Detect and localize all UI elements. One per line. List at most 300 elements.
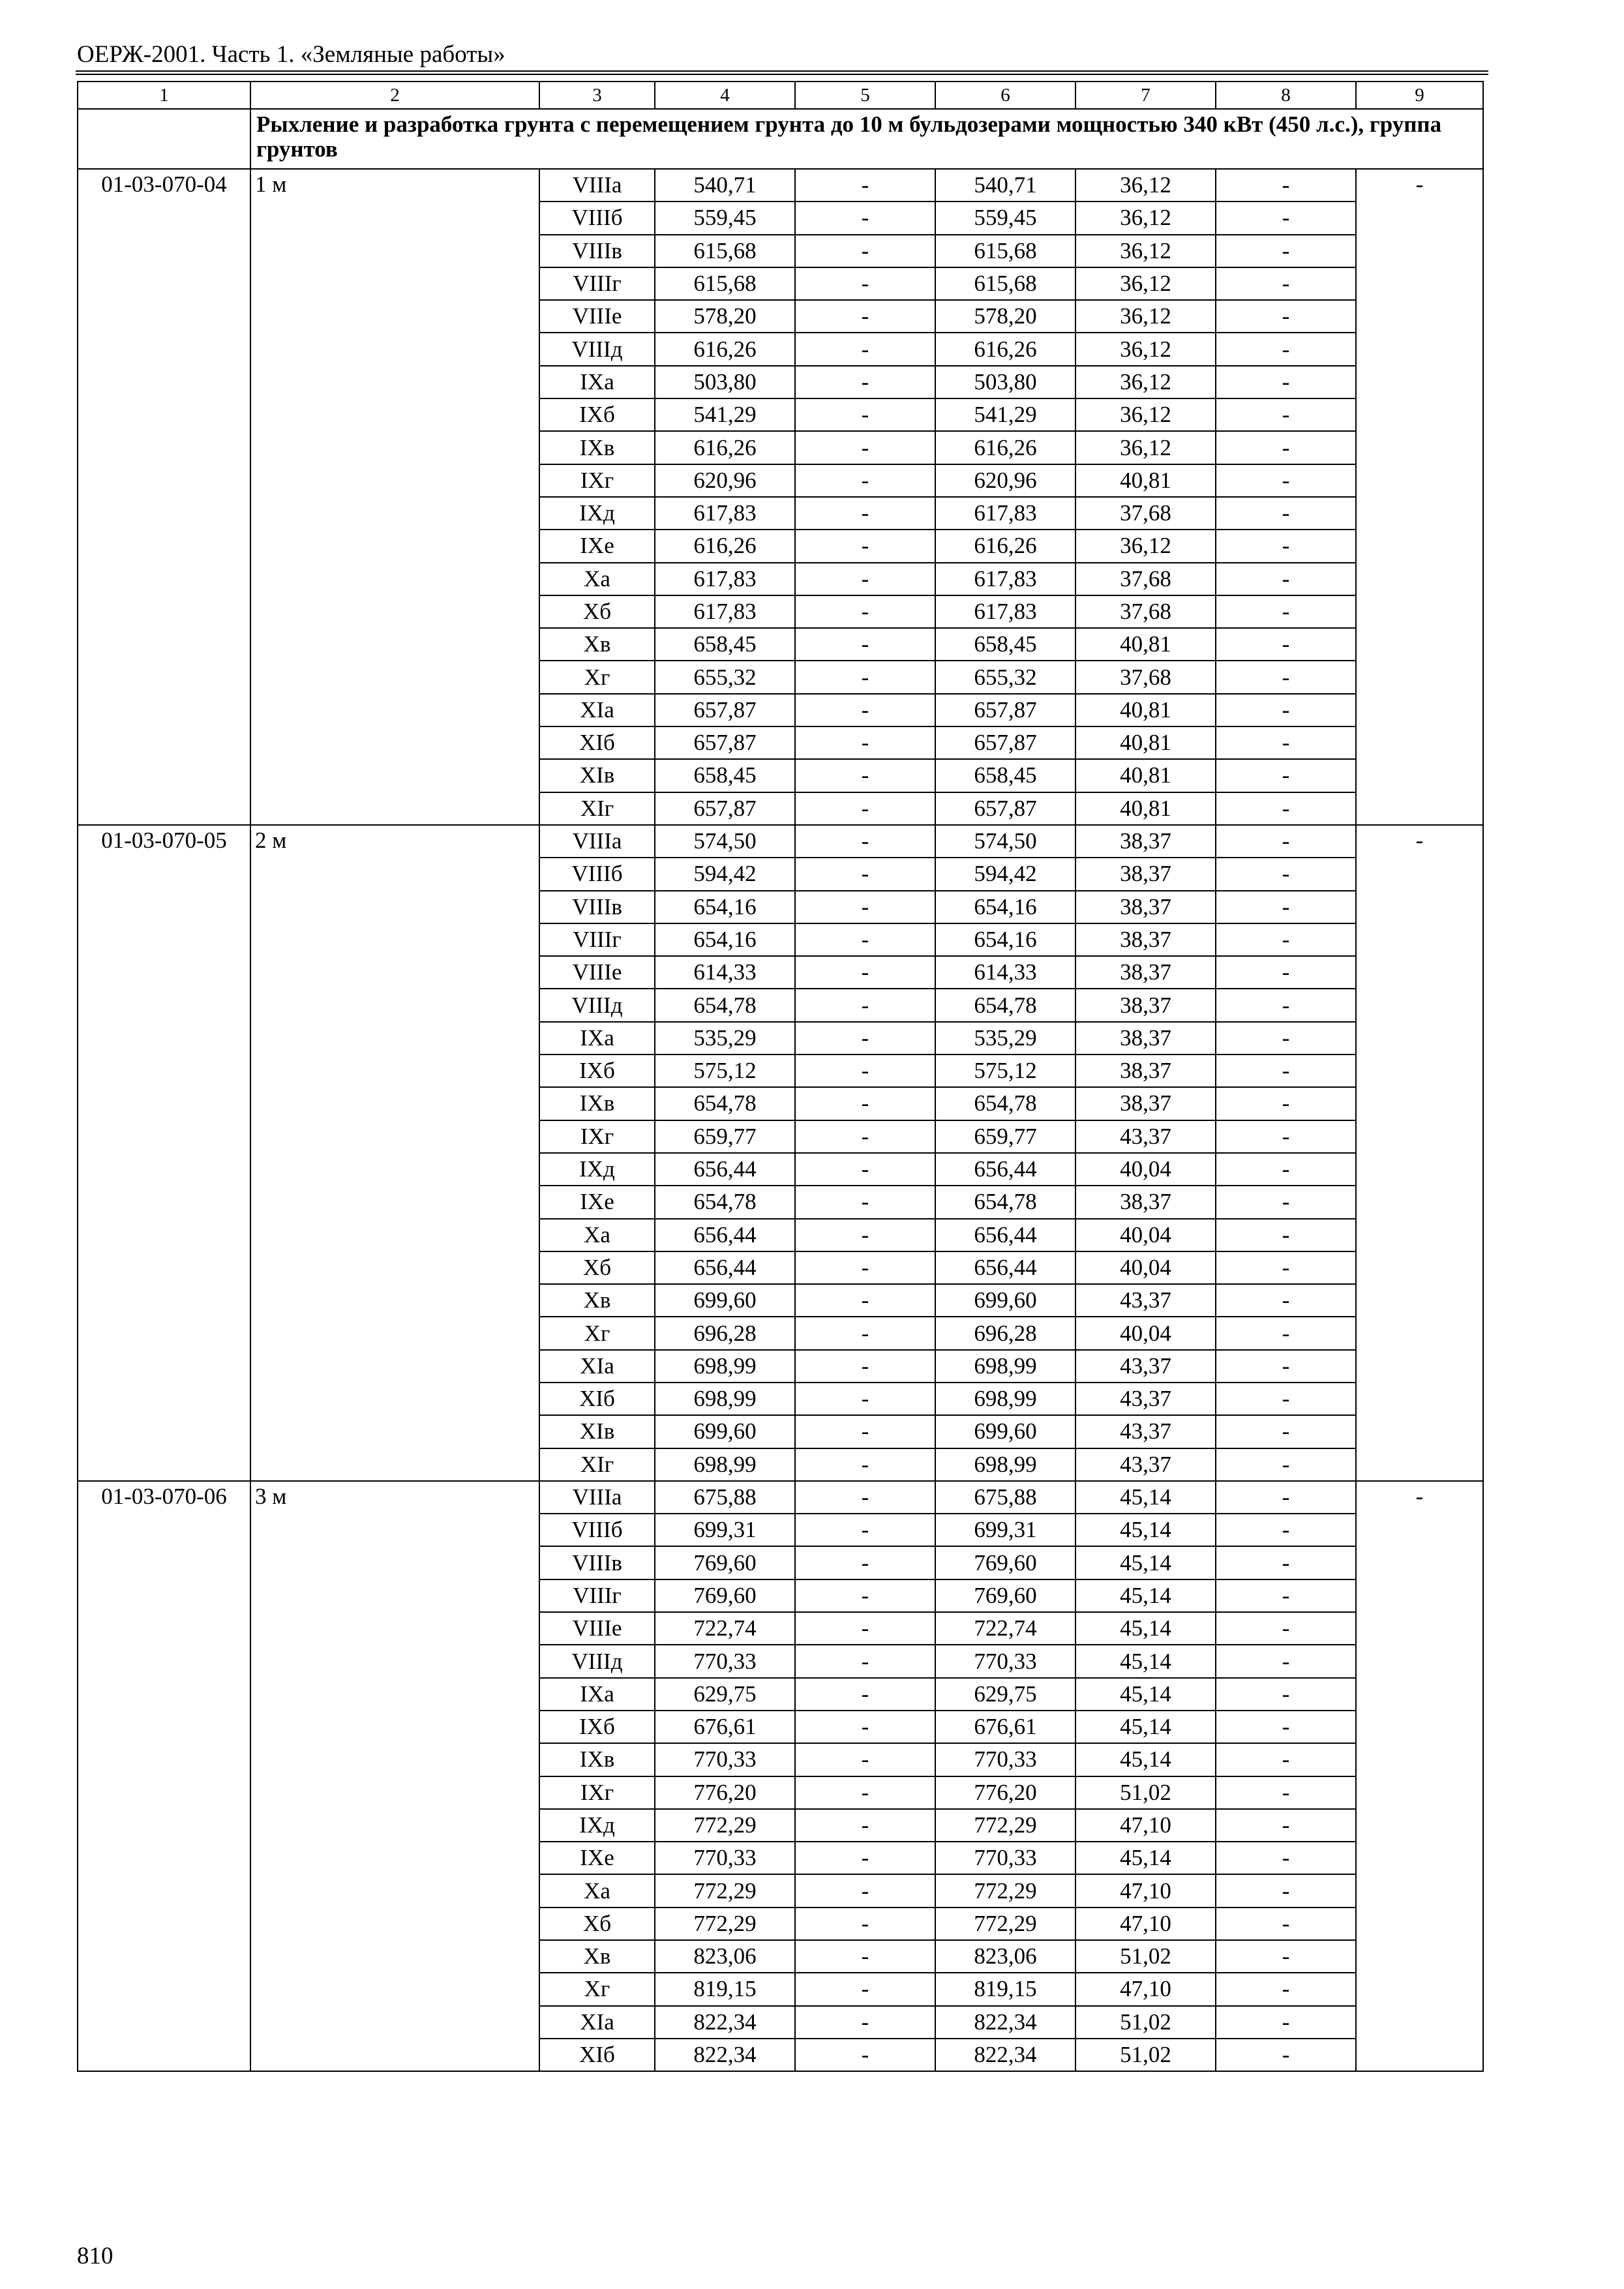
machine-cost-cell: 535,29 [935,1022,1075,1055]
total-cost-cell: 615,68 [655,235,795,267]
materials-cell: - [1216,1317,1356,1349]
soil-group-cell: VIIIе [539,1612,655,1645]
section-title-row [78,109,1483,169]
operator-wages-cell: 40,04 [1075,1317,1216,1349]
operator-wages-cell: 43,37 [1075,1284,1216,1317]
rate-code: 01-03-070-05 [78,825,250,1481]
soil-group-cell: XIб [539,726,655,759]
soil-group-cell: IXб [539,398,655,431]
soil-group-cell: VIIIв [539,891,655,923]
materials-cell: - [1216,235,1356,267]
soil-group-cell: IXе [539,530,655,562]
machine-cost-cell: 614,33 [935,956,1075,989]
operator-wages-cell: 45,14 [1075,1711,1216,1743]
column-number: 4 [655,82,795,109]
materials-cell: - [1216,333,1356,365]
total-cost-cell: 657,87 [655,726,795,759]
wages-cell: - [795,1186,935,1218]
wages-cell: - [795,726,935,759]
total-cost-cell: 676,61 [655,1711,795,1743]
wages-cell: - [795,1251,935,1284]
machine-cost-cell: 617,83 [935,595,1075,628]
soil-group-cell: Xг [539,1317,655,1349]
total-cost-cell: 541,29 [655,398,795,431]
soil-group-cell: VIIIа [539,825,655,858]
wages-cell: - [795,333,935,365]
soil-group-cell: IXе [539,1842,655,1874]
materials-cell: - [1216,497,1356,530]
wages-cell: - [795,825,935,858]
operator-wages-cell: 36,12 [1075,431,1216,464]
total-cost-cell: 769,60 [655,1579,795,1612]
total-cost-cell: 655,32 [655,661,795,693]
total-cost-cell: 658,45 [655,628,795,661]
machine-cost-cell: 620,96 [935,464,1075,497]
wages-cell: - [795,1219,935,1251]
wages-cell: - [795,1940,935,1973]
column-9-cell: - [1356,169,1483,825]
materials-cell: - [1216,202,1356,234]
materials-cell: - [1216,1908,1356,1940]
materials-cell: - [1216,267,1356,300]
operator-wages-cell: 47,10 [1075,1908,1216,1940]
materials-cell: - [1216,759,1356,792]
materials-cell: - [1216,1153,1356,1186]
soil-group-cell: XIа [539,694,655,726]
operator-wages-cell: 37,68 [1075,661,1216,693]
rate-description: 1 м [250,169,539,825]
machine-cost-cell: 659,77 [935,1120,1075,1153]
soil-group-cell: IXд [539,1153,655,1186]
operator-wages-cell: 45,14 [1075,1743,1216,1776]
total-cost-cell: 540,71 [655,169,795,202]
column-number: 6 [935,82,1075,109]
total-cost-cell: 770,33 [655,1645,795,1677]
total-cost-cell: 657,87 [655,694,795,726]
operator-wages-cell: 36,12 [1075,300,1216,333]
soil-group-cell: Xб [539,595,655,628]
machine-cost-cell: 615,68 [935,267,1075,300]
wages-cell: - [795,661,935,693]
column-number: 3 [539,82,655,109]
soil-group-cell: VIIIб [539,858,655,890]
machine-cost-cell: 772,29 [935,1809,1075,1842]
machine-cost-cell: 769,60 [935,1579,1075,1612]
total-cost-cell: 699,60 [655,1415,795,1448]
wages-cell: - [795,792,935,825]
materials-cell: - [1216,1940,1356,1973]
wages-cell: - [795,1809,935,1842]
wages-cell: - [795,431,935,464]
machine-cost-cell: 675,88 [935,1481,1075,1514]
operator-wages-cell: 51,02 [1075,2039,1216,2071]
total-cost-cell: 772,29 [655,1874,795,1907]
soil-group-cell: VIIIа [539,169,655,202]
wages-cell: - [795,891,935,923]
operator-wages-cell: 38,37 [1075,1186,1216,1218]
column-number: 5 [795,82,935,109]
operator-wages-cell: 36,12 [1075,366,1216,398]
materials-cell: - [1216,2039,1356,2071]
soil-group-cell: XIб [539,1383,655,1415]
wages-cell: - [795,1908,935,1940]
wages-cell: - [795,497,935,530]
wages-cell: - [795,1776,935,1809]
machine-cost-cell: 769,60 [935,1546,1075,1579]
wages-cell: - [795,956,935,989]
operator-wages-cell: 40,81 [1075,464,1216,497]
operator-wages-cell: 45,14 [1075,1678,1216,1711]
operator-wages-cell: 38,37 [1075,891,1216,923]
operator-wages-cell: 36,12 [1075,169,1216,202]
soil-group-cell: VIIIв [539,235,655,267]
total-cost-cell: 575,12 [655,1055,795,1087]
materials-cell: - [1216,989,1356,1021]
soil-group-cell: VIIIд [539,333,655,365]
machine-cost-cell: 617,83 [935,497,1075,530]
materials-cell: - [1216,792,1356,825]
machine-cost-cell: 658,45 [935,759,1075,792]
wages-cell: - [795,398,935,431]
operator-wages-cell: 36,12 [1075,530,1216,562]
soil-group-cell: VIIIд [539,989,655,1021]
wages-cell: - [795,694,935,726]
total-cost-cell: 819,15 [655,1973,795,2005]
wages-cell: - [795,759,935,792]
operator-wages-cell: 45,14 [1075,1546,1216,1579]
soil-group-cell: Xб [539,1251,655,1284]
wages-cell: - [795,1842,935,1874]
machine-cost-cell: 776,20 [935,1776,1075,1809]
soil-group-cell: IXа [539,1678,655,1711]
soil-group-cell: IXа [539,366,655,398]
operator-wages-cell: 51,02 [1075,2006,1216,2039]
machine-cost-cell: 699,60 [935,1415,1075,1448]
soil-group-cell: IXв [539,1743,655,1776]
machine-cost-cell: 654,78 [935,989,1075,1021]
total-cost-cell: 698,99 [655,1350,795,1383]
machine-cost-cell: 657,87 [935,694,1075,726]
wages-cell: - [795,1678,935,1711]
wages-cell: - [795,1481,935,1514]
column-number: 2 [250,82,539,109]
operator-wages-cell: 47,10 [1075,1874,1216,1907]
column-9-cell: - [1356,1481,1483,2071]
total-cost-cell: 722,74 [655,1612,795,1645]
materials-cell: - [1216,1645,1356,1677]
machine-cost-cell: 575,12 [935,1055,1075,1087]
machine-cost-cell: 722,74 [935,1612,1075,1645]
total-cost-cell: 657,87 [655,792,795,825]
total-cost-cell: 656,44 [655,1219,795,1251]
total-cost-cell: 559,45 [655,202,795,234]
operator-wages-cell: 38,37 [1075,956,1216,989]
total-cost-cell: 658,45 [655,759,795,792]
total-cost-cell: 769,60 [655,1546,795,1579]
machine-cost-cell: 699,60 [935,1284,1075,1317]
materials-cell: - [1216,825,1356,858]
soil-group-cell: IXг [539,1776,655,1809]
soil-group-cell: VIIIе [539,300,655,333]
wages-cell: - [795,366,935,398]
total-cost-cell: 620,96 [655,464,795,497]
machine-cost-cell: 616,26 [935,431,1075,464]
total-cost-cell: 617,83 [655,595,795,628]
column-number: 8 [1216,82,1356,109]
operator-wages-cell: 45,14 [1075,1612,1216,1645]
materials-cell: - [1216,1711,1356,1743]
materials-cell: - [1216,1874,1356,1907]
soil-group-cell: XIа [539,2006,655,2039]
operator-wages-cell: 40,81 [1075,694,1216,726]
header-rule-double [76,74,1488,75]
materials-cell: - [1216,1973,1356,2005]
operator-wages-cell: 45,14 [1075,1514,1216,1546]
operator-wages-cell: 36,12 [1075,267,1216,300]
machine-cost-cell: 656,44 [935,1153,1075,1186]
materials-cell: - [1216,1481,1356,1514]
wages-cell: - [795,1973,935,2005]
column-number: 7 [1075,82,1216,109]
operator-wages-cell: 37,68 [1075,563,1216,595]
operator-wages-cell: 51,02 [1075,1940,1216,1973]
wages-cell: - [795,235,935,267]
soil-group-cell: IXг [539,464,655,497]
materials-cell: - [1216,891,1356,923]
materials-cell: - [1216,1612,1356,1645]
soil-group-cell: Xв [539,1940,655,1973]
materials-cell: - [1216,1284,1356,1317]
total-cost-cell: 616,26 [655,333,795,365]
operator-wages-cell: 45,14 [1075,1645,1216,1677]
machine-cost-cell: 657,87 [935,792,1075,825]
operator-wages-cell: 40,81 [1075,726,1216,759]
total-cost-cell: 616,26 [655,530,795,562]
soil-group-cell: IXв [539,1087,655,1120]
machine-cost-cell: 657,87 [935,726,1075,759]
column-9-cell: - [1356,825,1483,1481]
machine-cost-cell: 559,45 [935,202,1075,234]
operator-wages-cell: 40,81 [1075,759,1216,792]
wages-cell: - [795,1645,935,1677]
machine-cost-cell: 503,80 [935,366,1075,398]
soil-group-cell: VIIIд [539,1645,655,1677]
operator-wages-cell: 40,04 [1075,1251,1216,1284]
column-number: 1 [78,82,250,109]
materials-cell: - [1216,1087,1356,1120]
soil-group-cell: Xа [539,1219,655,1251]
soil-group-cell: Xа [539,1874,655,1907]
wages-cell: - [795,169,935,202]
operator-wages-cell: 43,37 [1075,1120,1216,1153]
total-cost-cell: 770,33 [655,1743,795,1776]
wages-cell: - [795,267,935,300]
materials-cell: - [1216,169,1356,202]
materials-cell: - [1216,431,1356,464]
materials-cell: - [1216,1022,1356,1055]
materials-cell: - [1216,956,1356,989]
machine-cost-cell: 770,33 [935,1645,1075,1677]
materials-cell: - [1216,1219,1356,1251]
machine-cost-cell: 615,68 [935,235,1075,267]
soil-group-cell: IXа [539,1022,655,1055]
materials-cell: - [1216,1251,1356,1284]
total-cost-cell: 574,50 [655,825,795,858]
total-cost-cell: 614,33 [655,956,795,989]
header-rule [76,70,1488,72]
wages-cell: - [795,1317,935,1349]
operator-wages-cell: 38,37 [1075,858,1216,890]
materials-cell: - [1216,366,1356,398]
wages-cell: - [795,1448,935,1481]
soil-group-cell: Xб [539,1908,655,1940]
total-cost-cell: 698,99 [655,1448,795,1481]
soil-group-cell: XIв [539,1415,655,1448]
wages-cell: - [795,202,935,234]
total-cost-cell: 699,60 [655,1284,795,1317]
total-cost-cell: 629,75 [655,1678,795,1711]
wages-cell: - [795,1612,935,1645]
wages-cell: - [795,2006,935,2039]
machine-cost-cell: 654,16 [935,891,1075,923]
operator-wages-cell: 36,12 [1075,235,1216,267]
operator-wages-cell: 38,37 [1075,923,1216,956]
materials-cell: - [1216,1120,1356,1153]
materials-cell: - [1216,1186,1356,1218]
operator-wages-cell: 37,68 [1075,595,1216,628]
operator-wages-cell: 40,81 [1075,792,1216,825]
operator-wages-cell: 45,14 [1075,1579,1216,1612]
rate-code: 01-03-070-06 [78,1481,250,2071]
rate-code: 01-03-070-04 [78,169,250,825]
machine-cost-cell: 772,29 [935,1908,1075,1940]
machine-cost-cell: 617,83 [935,563,1075,595]
machine-cost-cell: 658,45 [935,628,1075,661]
materials-cell: - [1216,628,1356,661]
machine-cost-cell: 654,16 [935,923,1075,956]
total-cost-cell: 772,29 [655,1908,795,1940]
table-row [78,1481,1483,1514]
operator-wages-cell: 43,37 [1075,1415,1216,1448]
materials-cell: - [1216,1776,1356,1809]
total-cost-cell: 654,16 [655,891,795,923]
wages-cell: - [795,1284,935,1317]
total-cost-cell: 822,34 [655,2006,795,2039]
soil-group-cell: Xа [539,563,655,595]
soil-group-cell: VIIIе [539,956,655,989]
machine-cost-cell: 656,44 [935,1219,1075,1251]
total-cost-cell: 772,29 [655,1809,795,1842]
wages-cell: - [795,563,935,595]
total-cost-cell: 699,31 [655,1514,795,1546]
soil-group-cell: IXб [539,1055,655,1087]
wages-cell: - [795,464,935,497]
operator-wages-cell: 36,12 [1075,398,1216,431]
rates-table [77,81,1484,2072]
soil-group-cell: IXе [539,1186,655,1218]
wages-cell: - [795,1874,935,1907]
soil-group-cell: VIIIб [539,1514,655,1546]
operator-wages-cell: 38,37 [1075,825,1216,858]
total-cost-cell: 617,83 [655,497,795,530]
materials-cell: - [1216,2006,1356,2039]
machine-cost-cell: 616,26 [935,333,1075,365]
soil-group-cell: VIIIв [539,1546,655,1579]
wages-cell: - [795,1415,935,1448]
machine-cost-cell: 655,32 [935,661,1075,693]
machine-cost-cell: 770,33 [935,1743,1075,1776]
operator-wages-cell: 38,37 [1075,1022,1216,1055]
machine-cost-cell: 574,50 [935,825,1075,858]
materials-cell: - [1216,1514,1356,1546]
machine-cost-cell: 698,99 [935,1383,1075,1415]
machine-cost-cell: 654,78 [935,1087,1075,1120]
materials-cell: - [1216,858,1356,890]
operator-wages-cell: 45,14 [1075,1842,1216,1874]
materials-cell: - [1216,1546,1356,1579]
operator-wages-cell: 47,10 [1075,1809,1216,1842]
total-cost-cell: 822,34 [655,2039,795,2071]
total-cost-cell: 696,28 [655,1317,795,1349]
operator-wages-cell: 47,10 [1075,1973,1216,2005]
machine-cost-cell: 698,99 [935,1350,1075,1383]
soil-group-cell: XIг [539,792,655,825]
total-cost-cell: 535,29 [655,1022,795,1055]
wages-cell: - [795,1087,935,1120]
wages-cell: - [795,1383,935,1415]
soil-group-cell: IXг [539,1120,655,1153]
materials-cell: - [1216,1678,1356,1711]
machine-cost-cell: 822,34 [935,2039,1075,2071]
machine-cost-cell: 698,99 [935,1448,1075,1481]
materials-cell: - [1216,1055,1356,1087]
operator-wages-cell: 43,37 [1075,1448,1216,1481]
soil-group-cell: VIIIа [539,1481,655,1514]
rate-description: 3 м [250,1481,539,2071]
column-number: 9 [1356,82,1483,109]
materials-cell: - [1216,1415,1356,1448]
wages-cell: - [795,595,935,628]
materials-cell: - [1216,530,1356,562]
total-cost-cell: 654,78 [655,1087,795,1120]
wages-cell: - [795,1579,935,1612]
materials-cell: - [1216,694,1356,726]
table-row [78,825,1483,858]
wages-cell: - [795,1120,935,1153]
soil-group-cell: XIг [539,1448,655,1481]
materials-cell: - [1216,300,1356,333]
operator-wages-cell: 36,12 [1075,333,1216,365]
machine-cost-cell: 540,71 [935,169,1075,202]
operator-wages-cell: 40,04 [1075,1219,1216,1251]
wages-cell: - [795,1350,935,1383]
operator-wages-cell: 38,37 [1075,1087,1216,1120]
materials-cell: - [1216,1743,1356,1776]
soil-group-cell: IXв [539,431,655,464]
section-title: Рыхление и разработка грунта с перемещением грунта до 10 м бульдозерами мощностью 340 кВт (450 л.с.), группа грунтов [250,109,1483,169]
wages-cell: - [795,628,935,661]
soil-group-cell: XIа [539,1350,655,1383]
soil-group-cell: XIв [539,759,655,792]
soil-group-cell: IXд [539,1809,655,1842]
soil-group-cell: IXд [539,497,655,530]
soil-group-cell: IXб [539,1711,655,1743]
materials-cell: - [1216,1383,1356,1415]
wages-cell: - [795,1546,935,1579]
total-cost-cell: 776,20 [655,1776,795,1809]
total-cost-cell: 698,99 [655,1383,795,1415]
machine-cost-cell: 819,15 [935,1973,1075,2005]
